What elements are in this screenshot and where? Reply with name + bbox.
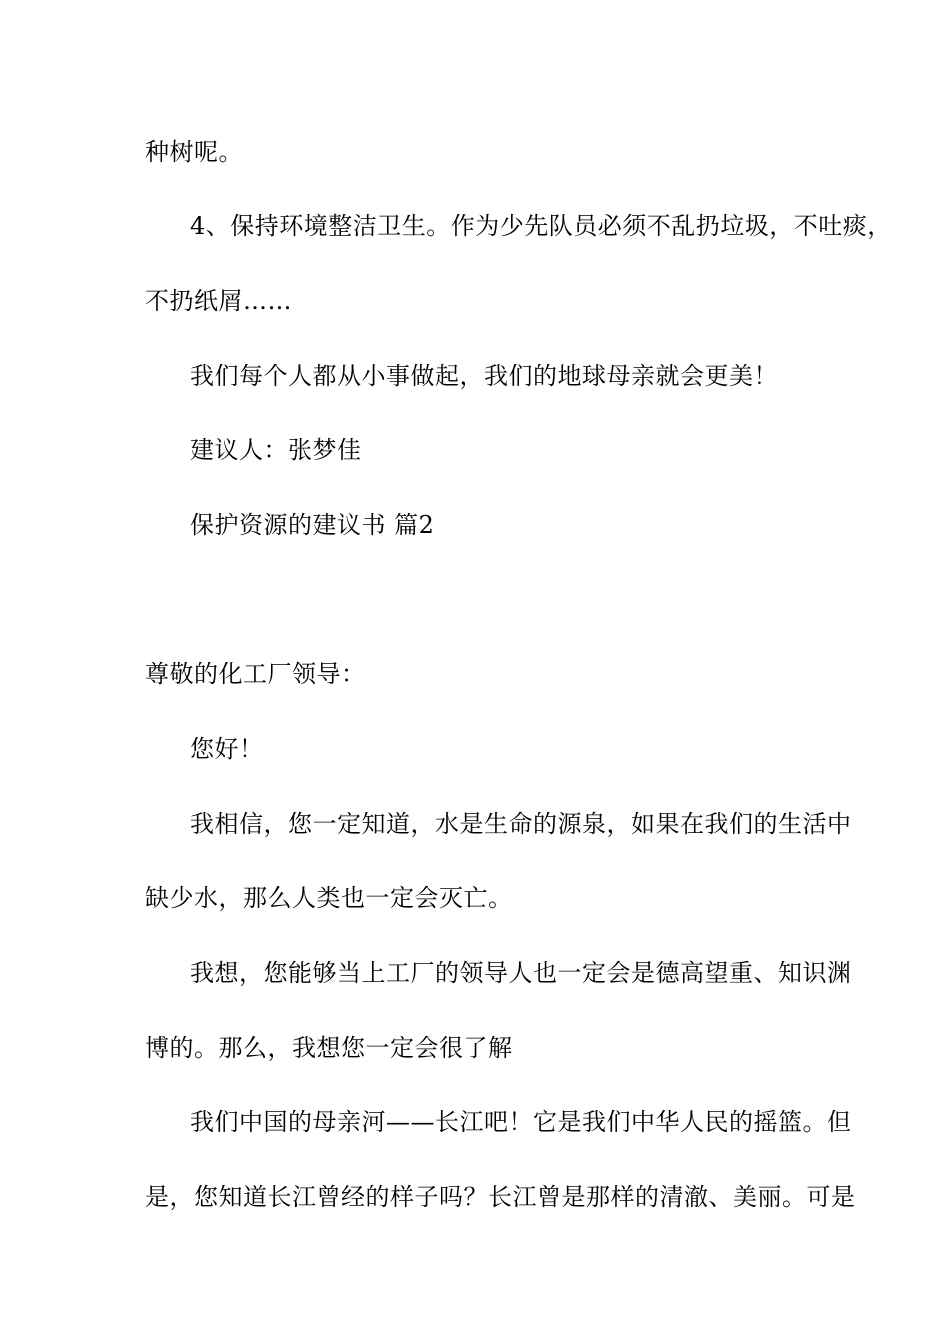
paragraph-line: 缺少水，那么人类也一定会灭亡。	[145, 884, 513, 912]
signature-line: 建议人：张梦佳	[190, 436, 362, 464]
paragraph-line: 我相信，您一定知道，水是生命的源泉，如果在我们的生活中	[190, 810, 852, 838]
paragraph-line: 博的。那么，我想您一定会很了解	[145, 1034, 513, 1062]
salutation-line: 尊敬的化工厂领导：	[145, 660, 366, 688]
paragraph-line: 是，您知道长江曾经的样子吗？长江曾是那样的清澈、美丽。可是	[145, 1183, 856, 1211]
paragraph-line: 我们中国的母亲河——长江吧！它是我们中华人民的摇篮。但	[190, 1108, 852, 1136]
paragraph-line: 我想，您能够当上工厂的领导人也一定会是德高望重、知识渊	[190, 959, 852, 987]
paragraph-line: 种树呢。	[145, 138, 243, 166]
section-heading: 保护资源的建议书 篇2	[190, 511, 435, 539]
paragraph-line: 我们每个人都从小事做起，我们的地球母亲就会更美！	[190, 362, 778, 390]
paragraph-line: 不扔纸屑……	[145, 287, 292, 315]
paragraph-line: 4、保持环境整洁卫生。作为少先队员必须不乱扔垃圾，不吐痰，	[190, 212, 892, 240]
greeting-line: 您好！	[190, 735, 264, 763]
